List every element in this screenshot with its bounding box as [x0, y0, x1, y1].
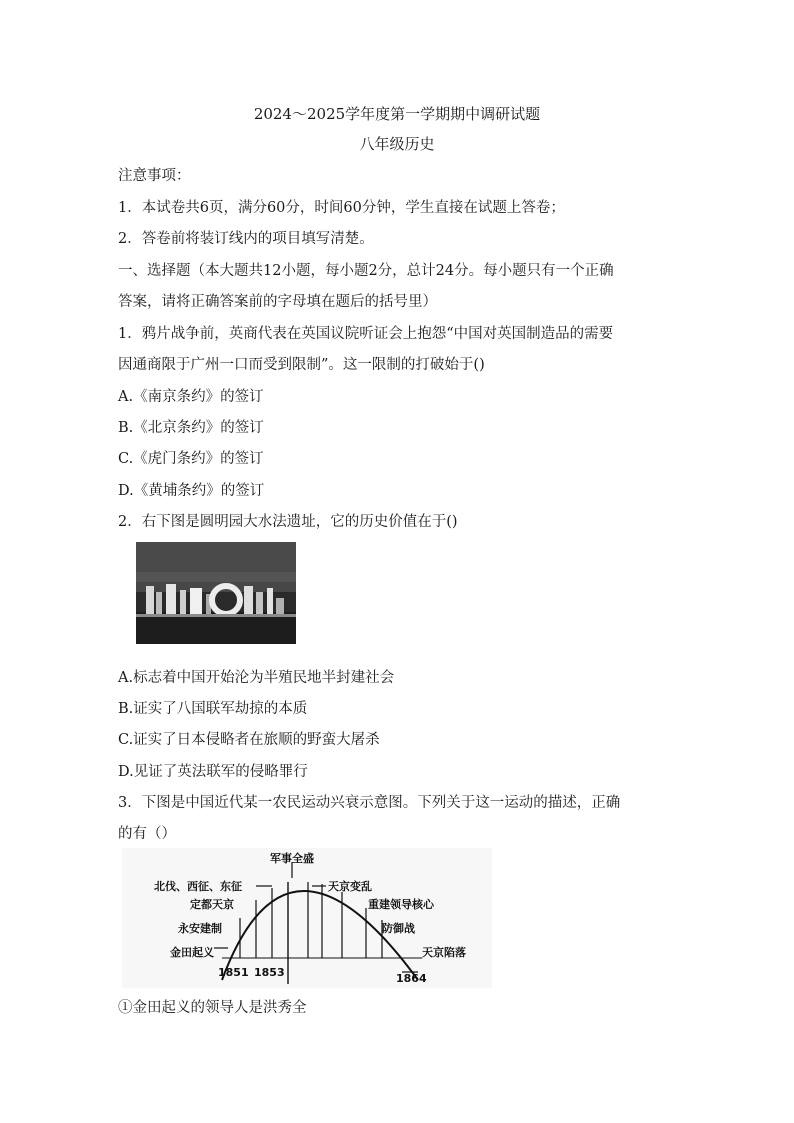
q3-stem-line-2: 的有（）: [118, 826, 176, 842]
q2-option-c: C.证实了日本侵略者在旅顺的野蛮大屠杀: [118, 732, 380, 748]
year-1853: 1853: [254, 966, 285, 979]
label-yongan-system: 永安建制: [178, 922, 222, 935]
notes-item-1: 1．本试卷共6页，满分60分，时间60分钟，学生直接在试题上答卷；: [118, 200, 565, 216]
q1-option-b: B.《北京条约》的签订: [118, 420, 264, 436]
label-tianjing-fall: 天京陷落: [422, 946, 466, 959]
label-capital-tianjing: 定都天京: [190, 898, 234, 911]
q1-option-d: D.《黄埔条约》的签订: [118, 483, 265, 499]
label-rebuild-leadership: 重建领导核心: [368, 898, 434, 911]
section-heading-line-1: 一、选择题（本大题共12小题，每小题2分，总计24分。每小题只有一个正确: [118, 263, 614, 279]
yuanmingyuan-ruins-photo: [136, 542, 296, 644]
q1-option-c: C.《虎门条约》的签订: [118, 451, 264, 467]
q3-stem-line-1: 3．下图是中国近代某一农民运动兴衰示意图。下列关于这一运动的描述，正确: [118, 795, 621, 811]
q2-option-b: B.证实了八国联军劫掠的本质: [118, 701, 308, 717]
q3-statement-1: ①金田起义的领导人是洪秀全: [118, 1000, 307, 1016]
notes-item-2: 2．答卷前将装订线内的项目填写清楚。: [118, 231, 374, 247]
label-northern-expedition: 北伐、西征、东征: [154, 880, 242, 893]
q2-stem: 2．右下图是圆明园大水法遗址，它的历史价值在于(): [118, 514, 458, 530]
q1-stem-line-2: 因通商限于广州一口而受到限制”。这一限制的打破始于(): [118, 357, 485, 373]
notes-heading: 注意事项：: [118, 168, 191, 184]
q1-stem-line-1: 1．鸦片战争前，英商代表在英国议院听证会上抱怨“中国对英国制造品的需要: [118, 326, 614, 342]
exam-title: 2024～2025学年度第一学期期中调研试题: [253, 105, 541, 123]
label-jintian-uprising: 金田起义: [170, 946, 214, 959]
label-military-peak: 军事全盛: [270, 852, 314, 865]
label-defensive-war: 防御战: [382, 922, 415, 935]
year-1864: 1864: [396, 972, 427, 985]
year-1851: 1851: [218, 966, 249, 979]
label-tianjing-incident: 天京变乱: [328, 880, 372, 893]
taiping-movement-diagram: [122, 848, 492, 988]
q2-option-d: D.见证了英法联军的侵略罪行: [118, 764, 308, 780]
exam-subtitle: 八年级历史: [359, 135, 435, 153]
section-heading-line-2: 答案，请将正确答案前的字母填在题后的括号里）: [118, 294, 437, 310]
q2-option-a: A.标志着中国开始沦为半殖民地半封建社会: [118, 670, 395, 686]
q1-option-a: A.《南京条约》的签订: [118, 389, 264, 405]
